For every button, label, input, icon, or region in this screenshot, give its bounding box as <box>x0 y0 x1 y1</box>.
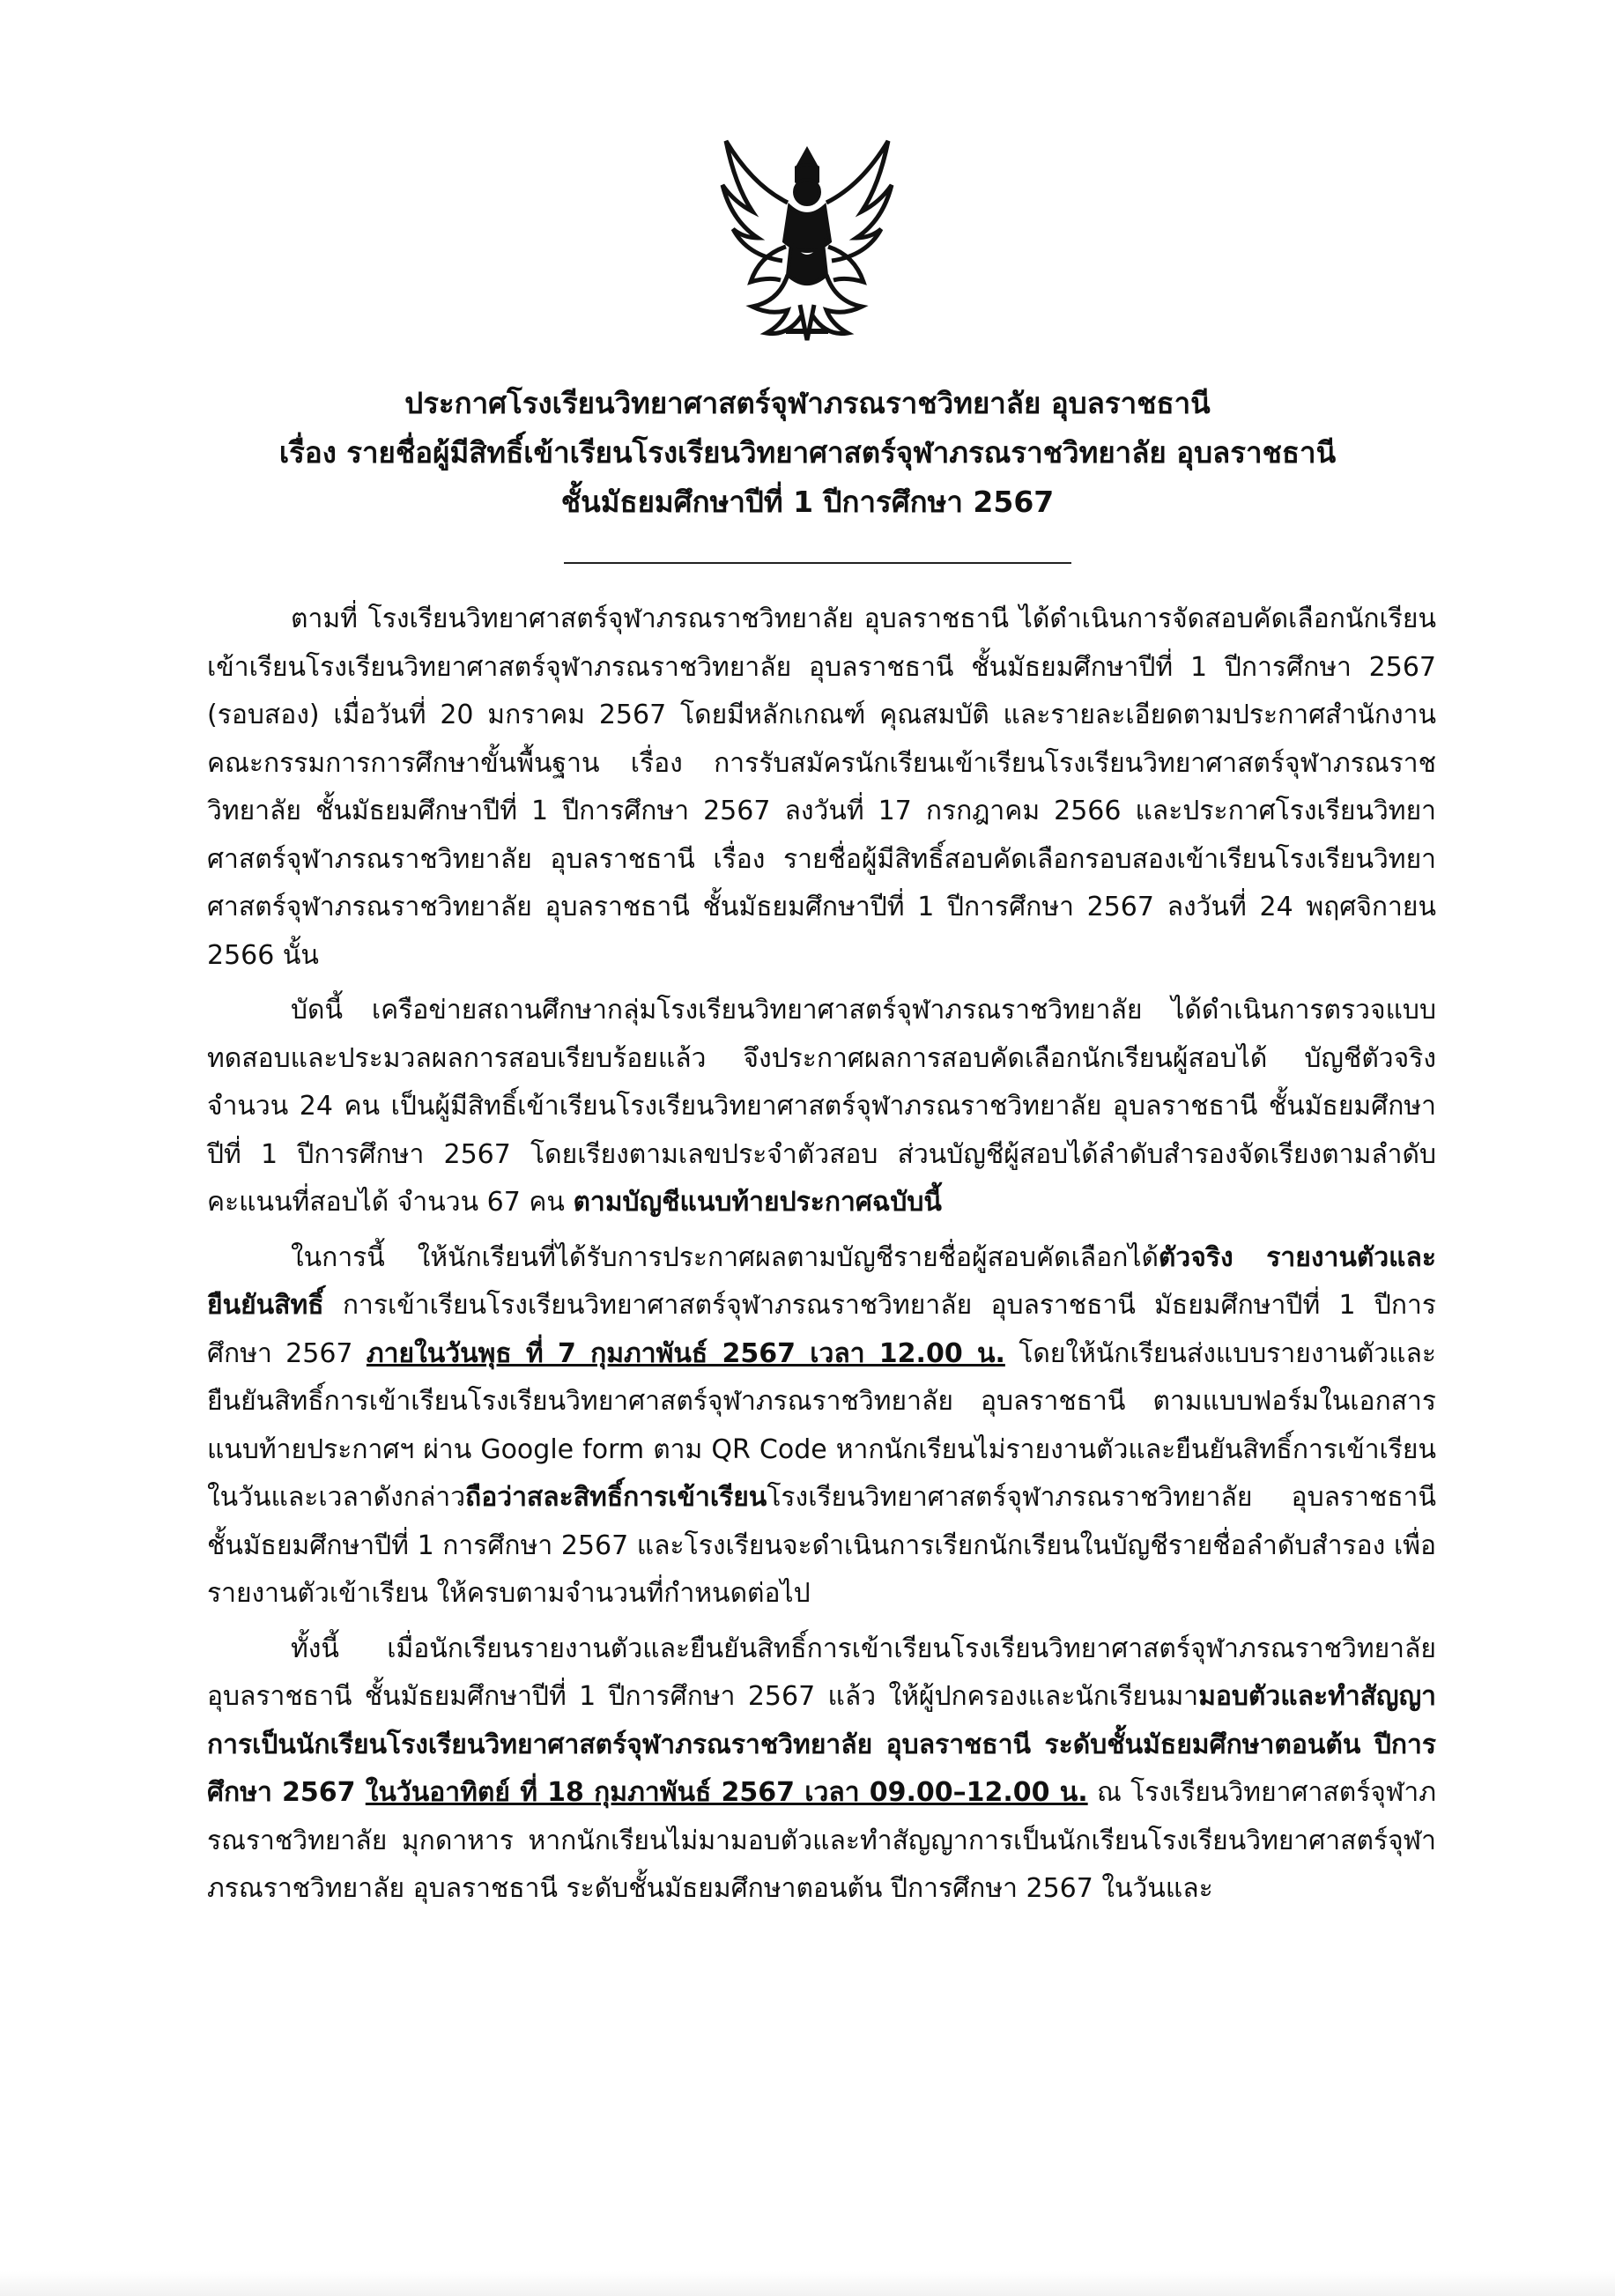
enrollment-date: ในวันอาทิตย์ ที่ 18 กุมภาพันธ์ 2567 เวลา 09.00–12.00 น. <box>365 1777 1088 1808</box>
garuda-emblem-icon <box>701 132 913 352</box>
paragraph-2-bold: ตามบัญชีแนบท้ายประกาศฉบับนี้ <box>573 1187 942 1218</box>
paragraph-3-text-b: การเข้าเรียนโรงเรียนวิทยาศาสตร์จุฬาภรณราชวิทยาลัย อุบลราชธานี มัธยมศึกษาปีที่ 1 ปีการศึกษา 2567 <box>207 1290 1436 1369</box>
title-line-2: เรื่อง รายชื่อผู้มีสิทธิ์เข้าเรียนโรงเรียนวิทยาศาสตร์จุฬาภรณราชวิทยาลัย อุบลราชธานี <box>278 435 1337 470</box>
title-line-1: ประกาศโรงเรียนวิทยาศาสตร์จุฬาภรณราชวิทยาลัย อุบลราชธานี <box>404 386 1211 420</box>
title-line-3: ชั้นมัธยมศึกษาปีที่ 1 ปีการศึกษา 2567 <box>560 485 1055 519</box>
report-deadline: ภายในวันพุธ ที่ 7 กุมภาพันธ์ 2567 เวลา 12.00 น. <box>366 1337 1005 1369</box>
paragraph-3-text-d: โรงเรียนวิทยาศาสตร์จุฬาภรณราชวิทยาลัย อุบลราชธานี ชั้นมัธยมศึกษาปีที่ 1 การศึกษา 2567 และโรงเรียนจะดำเนินการเรียกนักเรียนในบัญชีรายชื่อลำดับสำรอง เพื่อรายงานตัวเข้าเรียน ให้ครบตามจำนวนที่กำหนดต่อไป <box>207 1482 1436 1609</box>
paragraph-3-text-a: ในการนี้ ให้นักเรียนที่ได้รับการประกาศผลตามบัญชีรายชื่อผู้สอบคัดเลือกได้ <box>291 1241 1159 1273</box>
page-bottom-edge <box>0 2271 1615 2296</box>
paragraph-4-text-a: ทั้งนี้ เมื่อนักเรียนรายงานตัวและยืนยันสิทธิ์การเข้าเรียนโรงเรียนวิทยาศาสตร์จุฬาภรณราชวิทยาลัย อุบลราชธานี ชั้นมัธยมศึกษาปีที่ 1 ปีการศึกษา 2567 แล้ว ให้ผู้ปกครองและนักเรียนมา <box>207 1633 1436 1712</box>
paragraph-4 <box>207 1626 1436 1914</box>
paragraph-3-bold-1: ตัวจริง รายงานตัวและยืนยันสิทธิ์ <box>207 1241 1436 1321</box>
paragraph-2-text: บัดนี้ เครือข่ายสถานศึกษากลุ่มโรงเรียนวิทยาศาสตร์จุฬาภรณราชวิทยาลัย ได้ดำเนินการตรวจแบบทดสอบและประมวลผลการสอบเรียบร้อยแล้ว จึงประกาศผลการสอบคัดเลือกนักเรียนผู้สอบได้ บัญชีตัวจริง จำนวน 24 คน เป็นผู้มีสิทธิ์เข้าเรียนโรงเรียนวิทยาศาสตร์จุฬาภรณราชวิทยาลัย อุบลราชธานี ชั้นมัธยมศึกษาปีที่ 1 ปีการศึกษา 2567 โดยเรียงตามเลขประจำตัวสอบ ส่วนบัญชีผู้สอบได้ลำดับสำรองจัดเรียงตามลำดับคะแนนที่สอบได้ จำนวน 67 คน <box>207 995 1436 1218</box>
announcement-body <box>207 596 1436 1921</box>
paragraph-4-text-c: ณ โรงเรียนวิทยาศาสตร์จุฬาภรณราชวิทยาลัย มุกดาหาร หากนักเรียนไม่มามอบตัวและทำสัญญาการเป็นนักเรียนโรงเรียนวิทยาศาสตร์จุฬาภรณราชวิทยาลัย อุบลราชธานี ระดับชั้นมัธยมศึกษาตอนต้น ปีการศึกษา 2567 ในวันและ <box>207 1777 1437 1904</box>
title-divider <box>564 562 1071 564</box>
paragraph-3-bold-2: ถือว่าสละสิทธิ์การเข้าเรียน <box>465 1482 767 1513</box>
paragraph-1: ตามที่ โรงเรียนวิทยาศาสตร์จุฬาภรณราชวิทยาลัย อุบลราชธานี ได้ดำเนินการจัดสอบคัดเลือกนักเรียน เข้าเรียนโรงเรียนวิทยาศาสตร์จุฬาภรณราชวิทยาลัย อุบลราชธานี ชั้นมัธยมศึกษาปีที่ 1 ปีการศึกษา 2567 (รอบสอง) เมื่อวันที่ 20 มกราคม 2567 โดยมีหลักเกณฑ์ คุณสมบัติ และรายละเอียดตามประกาศสำนักงานคณะกรรมการการศึกษาขั้นพื้นฐาน เรื่อง การรับสมัครนักเรียนเข้าเรียนโรงเรียนวิทยาศาสตร์จุฬาภรณราชวิทยาลัย ชั้นมัธยมศึกษาปีที่ 1 ปีการศึกษา 2567 ลงวันที่ 17 กรกฎาคม 2566 และประกาศโรงเรียนวิทยาศาสตร์จุฬาภรณราชวิทยาลัย อุบลราชธานี เรื่อง รายชื่อผู้มีสิทธิ์สอบคัดเลือกรอบสองเข้าเรียนโรงเรียนวิทยาศาสตร์จุฬาภรณราชวิทยาลัย อุบลราชธานี ชั้นมัธยมศึกษาปีที่ 1 ปีการศึกษา 2567 ลงวันที่ 24 พฤศจิกายน 2566 นั้น <box>207 604 1436 971</box>
paragraph-4-bold-1: มอบตัวและทำสัญญา <box>1198 1681 1436 1712</box>
announcement-title <box>176 379 1439 527</box>
paragraph-4-text-b: การเป็นนักเรียนโรงเรียนวิทยาศาสตร์จุฬาภรณราชวิทยาลัย อุบลราชธานี ระดับชั้นมัธยมศึกษาตอนต้น ปีการศึกษา 2567 <box>207 1729 1436 1808</box>
paragraph-2 <box>207 987 1436 1227</box>
paragraph-3 <box>207 1234 1436 1618</box>
paragraph-3-text-c: โดยให้นักเรียนส่งแบบรายงานตัวและยืนยันสิทธิ์การเข้าเรียนโรงเรียนวิทยาศาสตร์จุฬาภรณราชวิทยาลัย อุบลราชธานี ตามแบบฟอร์มในเอกสารแนบท้ายประกาศฯ ผ่าน Google form ตาม QR Code หากนักเรียนไม่รายงานตัวและยืนยันสิทธิ์การเข้าเรียนในวันและเวลาดังกล่าว <box>207 1337 1437 1513</box>
